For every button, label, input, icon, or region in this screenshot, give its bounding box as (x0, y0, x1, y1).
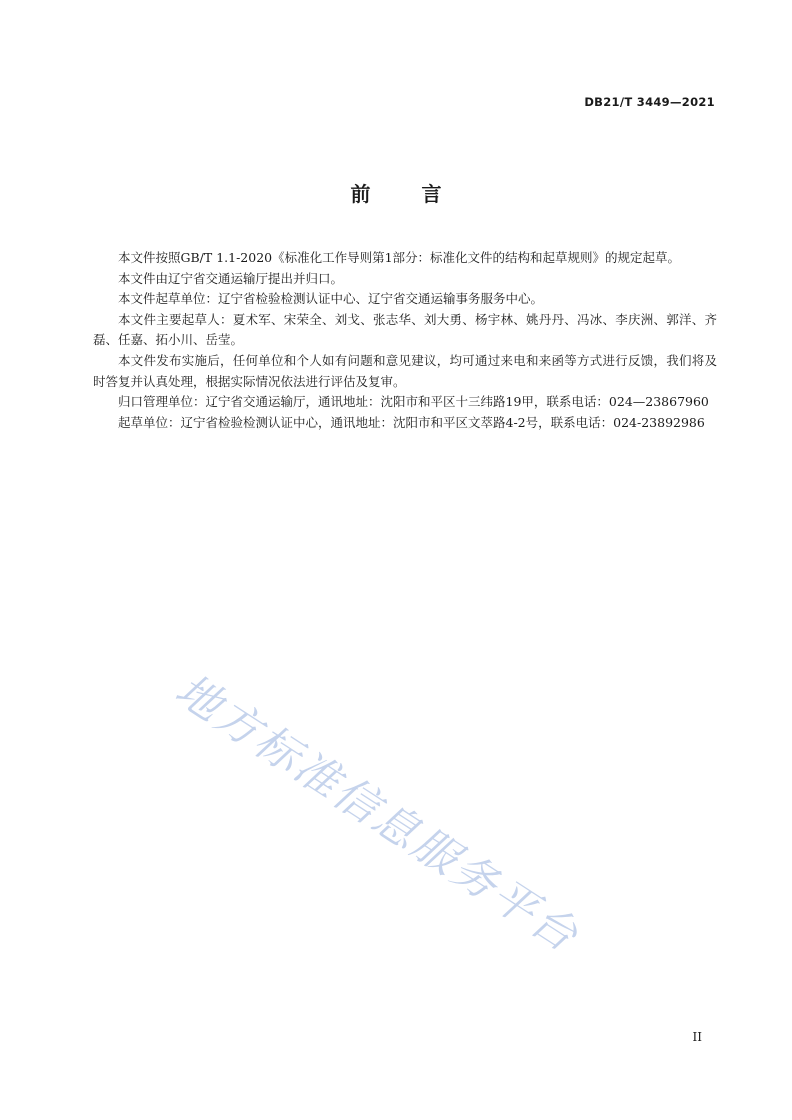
watermark-text: 地方标准信息服务平台 (166, 664, 589, 963)
page-number: II (692, 1030, 702, 1044)
page-title: 前 言 (350, 182, 464, 206)
paragraph-drafters: 本文件主要起草人：夏术军、宋荣全、刘戈、张志华、刘大勇、杨宇林、姚丹丹、冯冰、李庆洲、郭洋、齐磊、任嘉、拓小川、岳莹。 (93, 311, 717, 348)
foreword-body (93, 248, 717, 433)
paragraph-proposer: 本文件由辽宁省交通运输厅提出并归口。 (118, 270, 344, 286)
paragraph-feedback: 本文件发布实施后，任何单位和个人如有问题和意见建议，均可通过来电和来函等方式进行反馈，我们将及时答复并认真处理，根据实际情况依法进行评估及复审。 (93, 352, 717, 389)
paragraph-standard-basis: 本文件按照GB/T 1.1-2020《标准化工作导则第1部分：标准化文件的结构和起草规则》的规定起草。 (118, 250, 681, 265)
paragraph-drafting-unit-contact: 起草单位：辽宁省检验检测认证中心，通讯地址：沈阳市和平区文萃路4-2号，联系电话：024-23892986 (118, 414, 705, 430)
paragraph-managing-unit: 归口管理单位：辽宁省交通运输厅，通讯地址：沈阳市和平区十三纬路19甲，联系电话：024—23867960 (118, 394, 709, 410)
paragraph-drafting-units: 本文件起草单位：辽宁省检验检测认证中心、辽宁省交通运输事务服务中心。 (118, 291, 544, 307)
document-code: DB21/T 3449—2021 (584, 95, 715, 109)
